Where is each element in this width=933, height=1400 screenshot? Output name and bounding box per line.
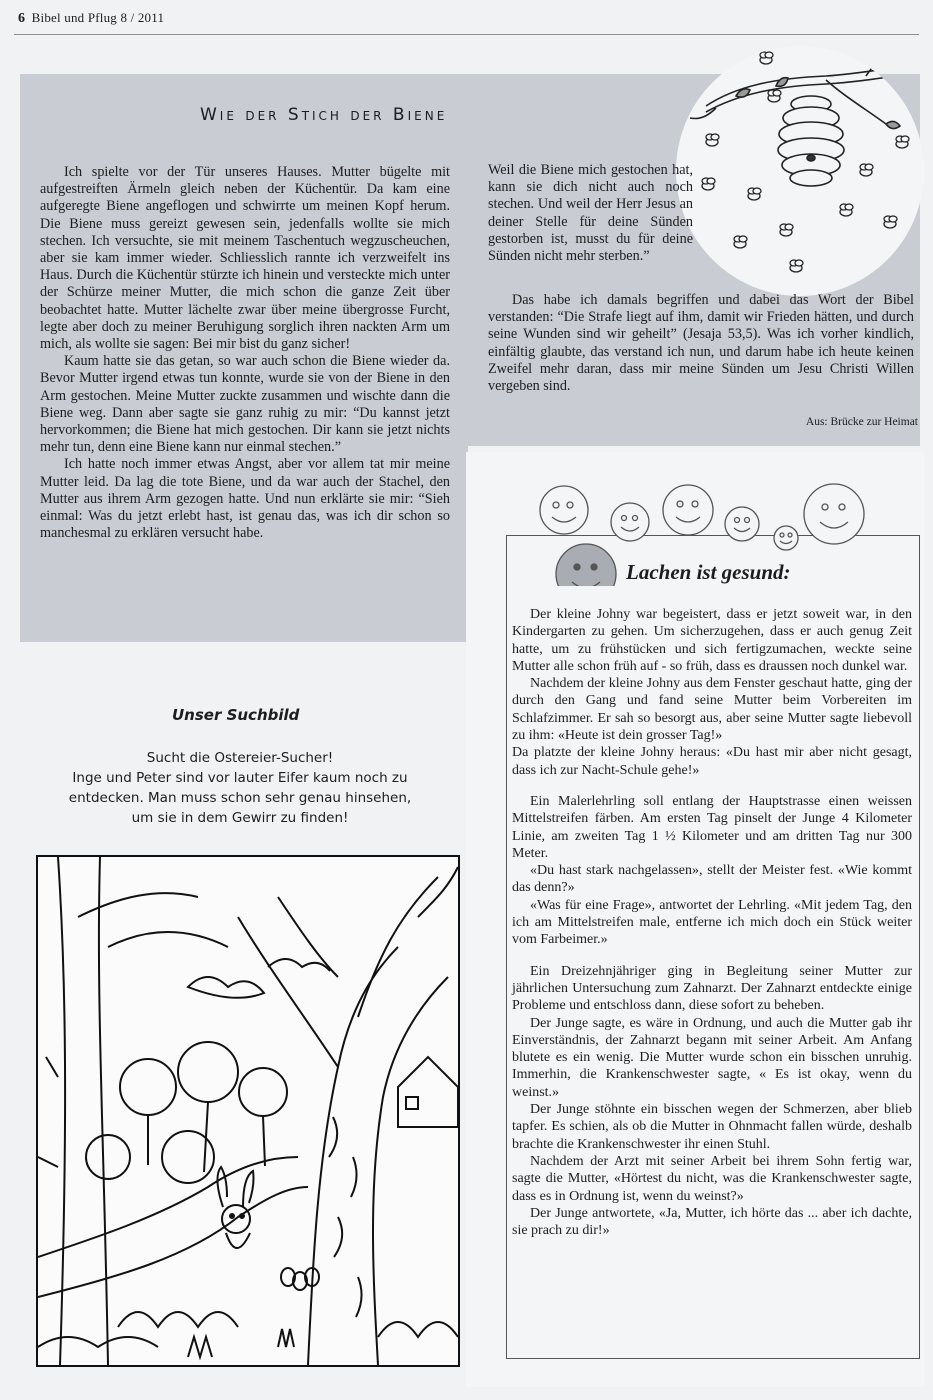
- joke-paragraph: Nachdem der kleine Johny aus dem Fenster geschaut hatte, ging der durch den Gang und fand seine Mutter beim Vorbereiten im Schlafzimmer. Er sah so besorgt aus, aber seine Mutter sagte liebevoll zu ihm: «Heute ist dein grosser Tag!»: [512, 676, 912, 744]
- article-paragraph: Das habe ich damals begriffen und dabei das Wort der Bibel verstanden: “Die Strafe liegt auf ihm, damit wir Frieden hätten, und durch seine Wunden sind wir geheilt” (Jesaja 53,5). Was ich vorher kindlich, einfältig glaubte, das verstand ich nun, und darum habe ich heute keinen Zweifel mehr daran, dass mir meine Sünden um Jesu Christi Willen vergeben sind.: [488, 292, 914, 395]
- article-title: Wie der Stich der Biene: [200, 105, 448, 125]
- joke-paragraph: Ein Dreizehnjähriger ging in Begleitung seiner Mutter zur jährlichen Untersuchung zum Zahnarzt. Der Zahnarzt entdeckte einige Probleme und entschloss dann, diese sofort zu beheben.: [512, 963, 912, 1014]
- puzzle-line: um sie in dem Gewirr zu finden!: [131, 810, 349, 826]
- puzzle-title: Unser Suchbild: [172, 706, 300, 724]
- puzzle-line: Sucht die Ostereier-Sucher!: [146, 750, 334, 766]
- jokes-title: Lachen ist gesund:: [626, 560, 791, 584]
- jokes-body: [512, 606, 912, 1239]
- article-paragraph: Kaum hatte sie das getan, so war auch schon die Biene wieder da. Bevor Mutter irgend etwas tun konnte, wurde sie von der Biene in den Arm gestochen. Meine Mutter zuckte zusammen und wischte dann die Biene weg. Dann aber sagte sie ganz ruhig zu mir: “Du kannst jetzt hervorkommen; die Biene hat mich gestochen. Dir kann sie jetzt nichts mehr tun, denn eine Biene kann nur einmal stechen.”: [40, 353, 450, 456]
- bee-hive-illustration: [676, 46, 924, 296]
- header-rule: [14, 34, 919, 35]
- publication-name: Bibel und Pflug 8 / 2011: [31, 10, 165, 25]
- joke-paragraph: «Was für eine Frage», antwortet der Lehrling. «Mit jedem Tag, den ich am Mittelstreifen male, entferne ich mich doch ein Stück weiter vom Farbeimer.»: [512, 897, 912, 948]
- joke-paragraph: Der Junge antwortete, «Ja, Mutter, ich hörte das ... aber ich dachte, sie prach zu dir!»: [512, 1205, 912, 1239]
- article-left-column: [40, 164, 450, 542]
- puzzle-line: entdecken. Man muss schon sehr genau hinsehen,: [68, 790, 412, 806]
- joke-paragraph: Nachdem der Arzt mit seiner Arbeit bei ihrem Sohn fertig war, sagte die Mutter, «Hörtest du nicht, was die Krankenschwester sagte, dass es in Ordnung ist, wenn du weinst?»: [512, 1153, 912, 1204]
- joke-paragraph: Der kleine Johny war begeistert, dass er jetzt soweit war, in den Kindergarten zu gehen. Um sicherzugehen, dass er auch genug Zeit hatte, um zu frühstücken und sich fertigzumachen, weckte seine Mutter alle schon früh auf - so früh, dass es draussen noch dunkel war.: [512, 607, 912, 674]
- article-paragraph: Weil die Biene mich gestochen hat, kann sie dich nicht auch noch stechen. Und weil der Herr Jesus an deiner Stelle für deine Sünden gestorben ist, musst du für deine Sünden nicht mehr sterben.”: [488, 162, 693, 265]
- article-source: Aus: Brücke zur Heimat: [805, 416, 918, 428]
- joke-divider: [512, 779, 912, 793]
- article-paragraph: Ich spielte vor der Tür unseres Hauses. Mutter bügelte mit aufgestreiften Ärmeln gleich neben der Küchentür. Da kam eine aufgeregte Biene angeflogen und schwirrte um meinen Kopf herum. Die Biene muss gereizt gewesen sein, jedenfalls wollte sie mich stechen. Ich versuchte, sie mit meinem Taschentuch wegzuscheuchen, aber sie kam immer wieder. Schliesslich rannte ich verzweifelt ins Haus. Durch die Küchentür stürzte ich hinein und versteckte mich unter der Schürze meiner Mutter, die mich schon die ganze Zeit über beobachtet hatte. Mutter lächelte zwar über meine übergrosse Furcht, legte aber doch zu meiner Beruhigung sorglich ihren nackten Arm um mich, als wollte sie sagen: Bei mir bist du ganz sicher!: [40, 164, 450, 353]
- article-paragraph: Ich hatte noch immer etwas Angst, aber vor allem tat mir meine Mutter leid. Da lag die tote Biene, und da war auch der Stachel, den Mutter aus ihrem Arm gezogen hatte. Und nun erklärte sie mir: “Sieh einmal: Was du jetzt erlebt hast, ist genau das, was ich dir schon so manchesmal zu erklären versucht habe.: [40, 456, 450, 542]
- article-right-column-bottom: [488, 292, 914, 395]
- page-number: 6: [18, 11, 26, 26]
- joke-paragraph: Ein Malerlehrling soll entlang der Hauptstrasse einen weissen Mittelstreifen färben. Am ersten Tag pinselt der Junge 4 Kilometer Linie, am zweiten Tag 1 ½ Kilometer und am dritten Tag nur 300 Meter.: [512, 793, 912, 861]
- bee-hive-icon: [676, 46, 924, 296]
- running-head: [18, 10, 164, 27]
- joke-paragraph: «Du hast stark nachgelassen», stellt der Meister fest. «Wie kommt das denn?»: [512, 863, 912, 896]
- joke-paragraph: Der Junge stöhnte ein bisschen wegen der Schmerzen, aber blieb tapfer. Es schien, als ob die Mutter in Ohnmacht fallen würde, deshalb brachte die Krankenschwester ihr einen Stuhl.: [512, 1102, 912, 1152]
- forest-icon: [38, 857, 458, 1365]
- puzzle-line: Inge und Peter sind vor lauter Eifer kaum noch zu: [72, 770, 408, 786]
- joke-paragraph: Da platzte der kleine Johny heraus: «Du hast mir aber nicht gesagt, dass ich zur Nacht-Schule gehe!»: [512, 745, 912, 778]
- article-right-column-top: [488, 162, 693, 265]
- forest-coloring-illustration: [36, 855, 460, 1367]
- puzzle-instructions: [40, 748, 440, 828]
- joke-divider: [512, 949, 912, 963]
- joke-paragraph: Der Junge sagte, es wäre in Ordnung, und auch die Mutter gab ihr Einverständnis, der Zahnarzt begann mit seiner Arbeit. Am Anfang blutete es ein wenig. Die Mutter wurde schon ein bisschen unruhig. Immerhin, die Krankenschwester sagte, « Es ist okay, wenn du weinst.»: [512, 1015, 912, 1100]
